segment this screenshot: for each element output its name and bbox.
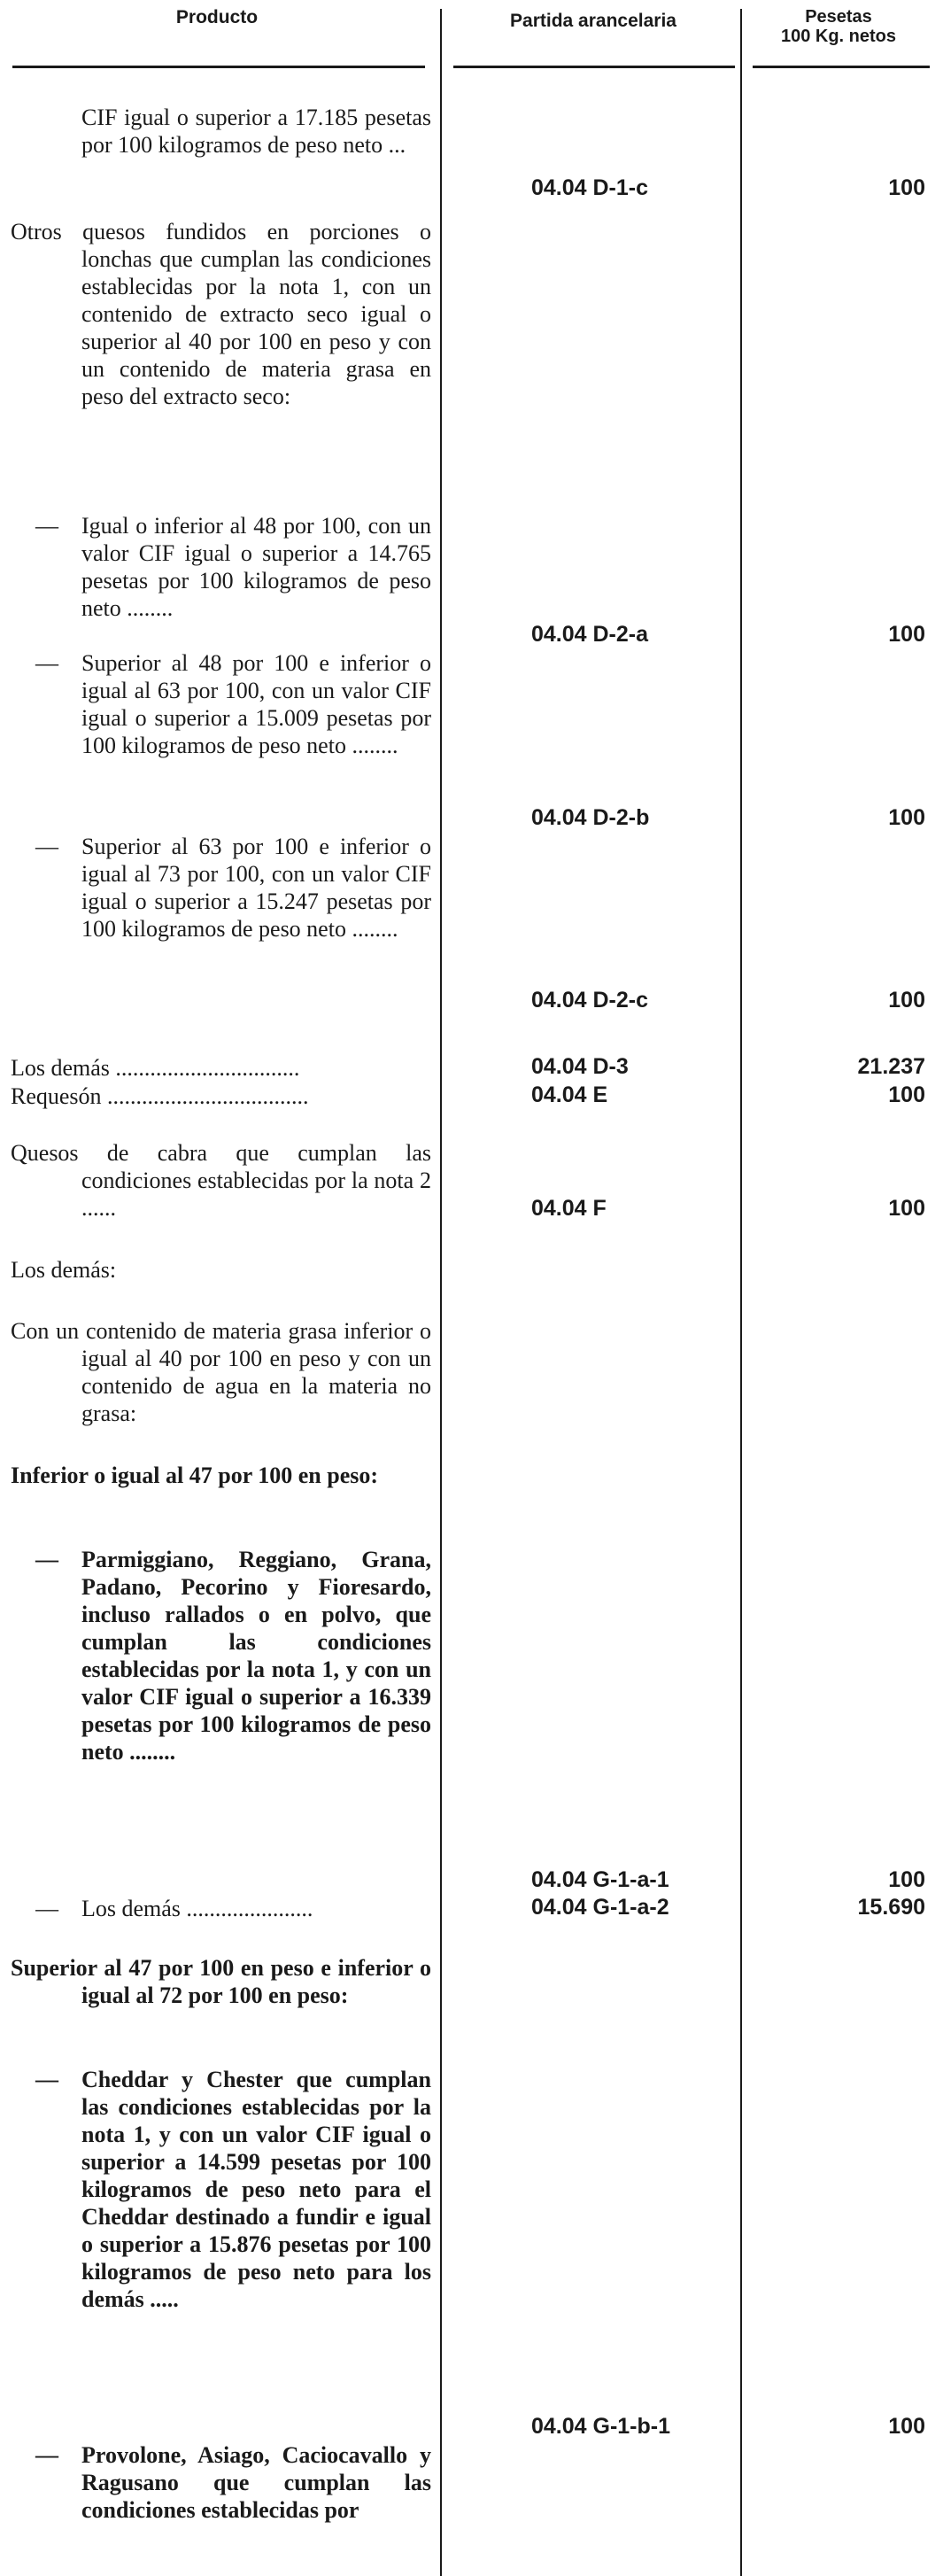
header-product: Producto	[175, 7, 259, 27]
header-pesetas-line1: Pesetas	[805, 7, 872, 27]
partida-code: 04.04 G-1-a-2	[531, 1895, 669, 1920]
pesetas-value: 15.690	[857, 1895, 925, 1920]
partida-code: 04.04 G-1-b-1	[531, 2414, 671, 2439]
product-text: Requesón ...................................	[11, 1083, 309, 1109]
partida-code: 04.04 E	[531, 1082, 608, 1107]
product-text: CIF igual o superior a 17.185 pesetas por 100 kilogramos de peso neto ...	[81, 105, 431, 158]
pesetas-value: 100	[888, 805, 925, 830]
pesetas-value: 100	[888, 622, 925, 647]
header-rule-partida	[453, 66, 735, 68]
product-text-body: Quesos de cabra que cumplan las condiciones establecidas por la nota 2 ......	[11, 1140, 431, 1221]
product-text: Los demás:	[11, 1257, 117, 1283]
product-text: — Superior al 48 por 100 e inferior o igual al 63 por 100, con un valor CIF igual o superior a 15.009 pesetas por 100 kilogramos de peso neto ........	[35, 649, 431, 759]
product-text: — Provolone, Asiago, Caciocavallo y Ragusano que cumplan las condiciones establecidas por	[35, 2441, 431, 2524]
partida-code: 04.04 D-2-b	[531, 805, 650, 830]
partida-code: 04.04 F	[531, 1196, 607, 1221]
pesetas-value: 100	[888, 1867, 925, 1892]
pesetas-value: 100	[888, 1082, 925, 1107]
product-text	[11, 1139, 431, 1222]
column-divider-1	[440, 9, 442, 2576]
product-text: — Superior al 63 por 100 e inferior o igual al 73 por 100, con un valor CIF igual o superior a 15.247 pesetas por 100 kilogramos de peso neto ........	[35, 833, 431, 943]
header-pesetas	[746, 7, 931, 46]
product-text	[11, 218, 431, 410]
product-text-body: Inferior o igual al 47 por 100 en peso:	[11, 1463, 379, 1488]
header-rule-product	[12, 66, 425, 68]
header-partida: Partida arancelaria	[510, 11, 676, 31]
product-text-body: Otros quesos fundidos en porciones o lonchas que cumplan las condiciones establecidas por la nota 1, con un contenido de extracto seco igual o superior al 40 por 100 en peso y con un contenido de materia grasa en peso del extracto seco:	[11, 219, 431, 409]
partida-code: 04.04 G-1-a-1	[531, 1867, 669, 1892]
product-text	[11, 1954, 431, 2009]
product-text: — Los demás ......................	[35, 1895, 431, 1922]
product-text: Los demás ................................	[11, 1055, 300, 1081]
header-pesetas-line2: 100 Kg. netos	[780, 27, 897, 46]
pesetas-value: 100	[888, 988, 925, 1013]
pesetas-value: 100	[888, 175, 925, 200]
product-text: — Cheddar y Chester que cumplan las condiciones establecidas por la nota 1, y con un valor CIF igual o superior a 14.599 pesetas por 100 kilogramos de peso neto para el Cheddar destinado a fundir e igual o superior a 15.876 pesetas por 100 kilogramos de peso neto para los demás .....	[35, 2066, 431, 2313]
product-text	[11, 1317, 431, 1427]
column-divider-2	[740, 9, 742, 2576]
header-rule-pesetas	[753, 66, 930, 68]
product-text-body: Superior al 47 por 100 en peso e inferior o igual al 72 por 100 en peso:	[11, 1955, 431, 2008]
pesetas-value: 100	[888, 1196, 925, 1221]
product-text: — Parmiggiano, Reggiano, Grana, Padano, Pecorino y Fioresardo, incluso rallados o en polvo, que cumplan las condiciones establecidas por la nota 1, y con un valor CIF igual o superior a 16.339 pesetas por 100 kilogramos de peso neto ........	[35, 1546, 431, 1765]
pesetas-value: 100	[888, 2414, 925, 2439]
partida-code: 04.04 D-2-a	[531, 622, 649, 647]
partida-code: 04.04 D-2-c	[531, 988, 649, 1013]
partida-code: 04.04 D-3	[531, 1054, 629, 1079]
product-text	[11, 1462, 431, 1489]
pesetas-value: 21.237	[857, 1054, 925, 1079]
partida-code: 04.04 D-1-c	[531, 175, 649, 200]
product-text-body: Con un contenido de materia grasa inferior o igual al 40 por 100 en peso y con un contenido de agua en la materia no grasa:	[11, 1318, 431, 1426]
product-text: — Igual o inferior al 48 por 100, con un valor CIF igual o superior a 14.765 pesetas por 100 kilogramos de peso neto ........	[35, 512, 431, 622]
